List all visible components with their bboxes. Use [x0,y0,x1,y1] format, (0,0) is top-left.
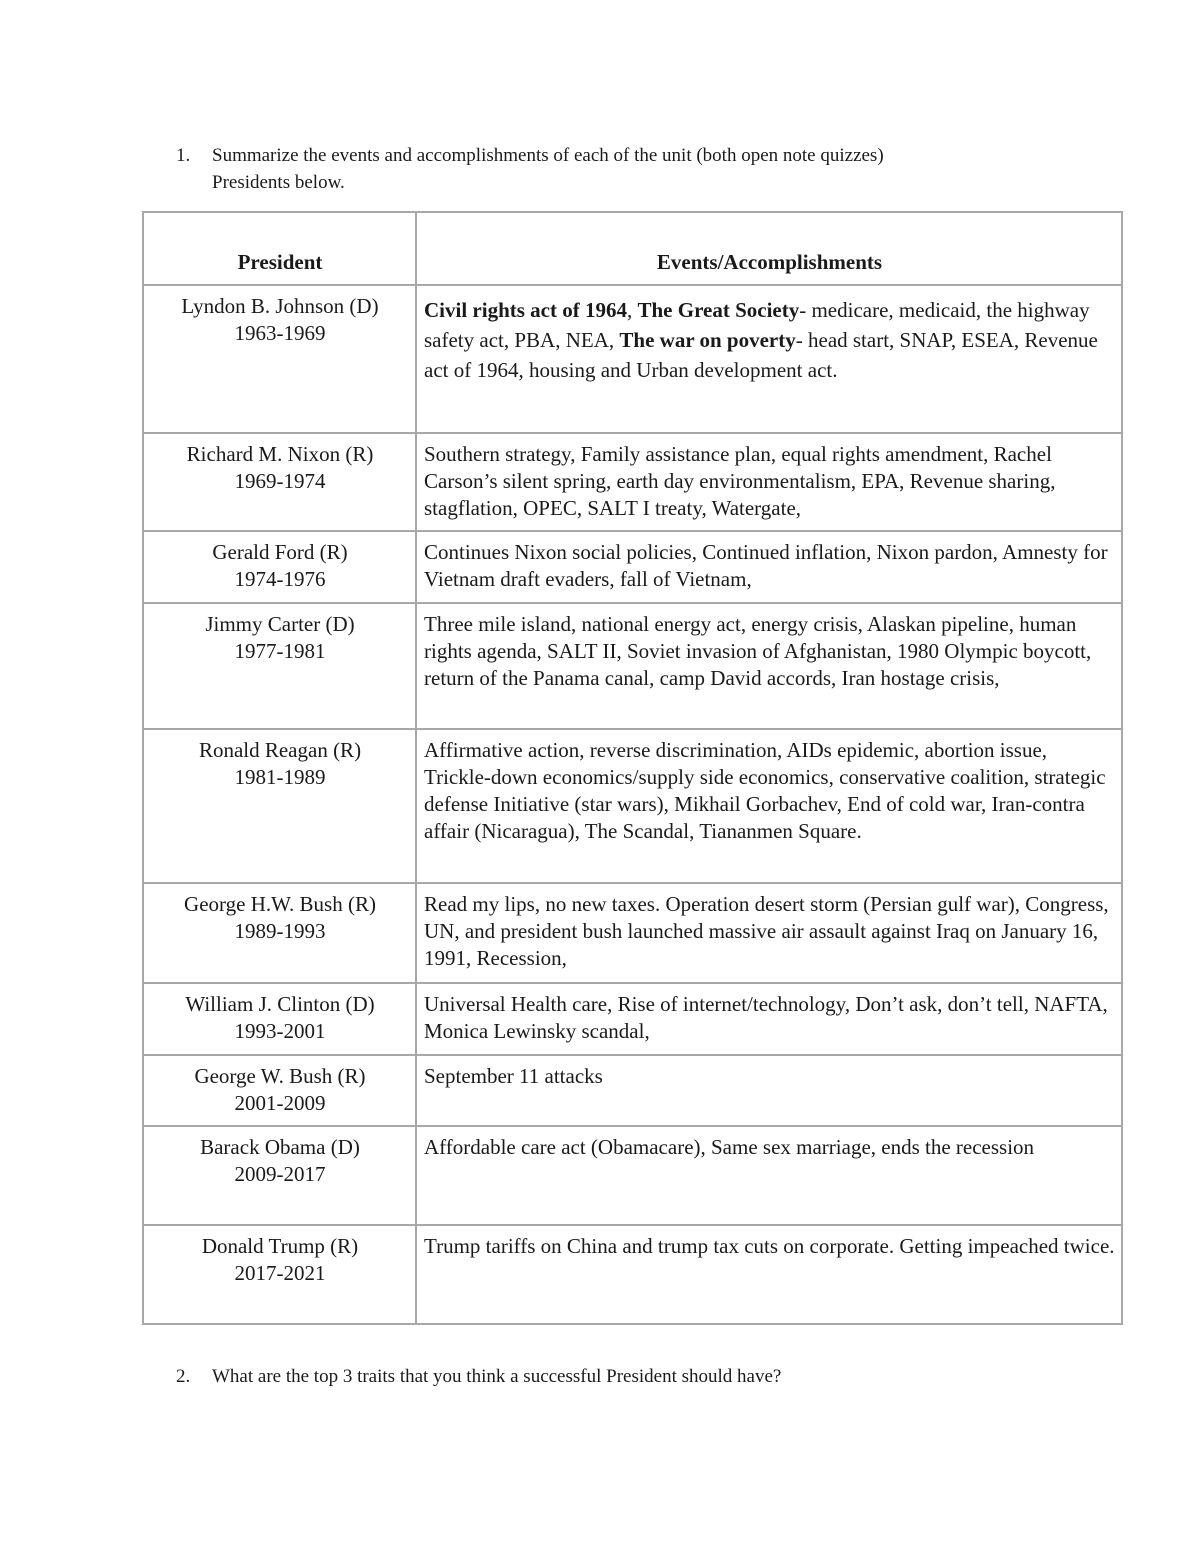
events-cell: Southern strategy, Family assistance plan, equal rights amendment, Rachel Carson’s silent spring, earth day environmentalism, EPA, Revenue sharing, stagflation, OPEC, SALT I treaty, Watergate, [416,433,1122,531]
president-cell [143,433,416,531]
question-text: What are the top 3 traits that you think a successful President should have? [212,1366,782,1387]
table-row [143,1126,1122,1225]
president-cell [143,729,416,883]
table-row [143,983,1122,1055]
president-name: Barack Obama (D) [200,1135,360,1159]
events-cell: Universal Health care, Rise of internet/technology, Don’t ask, don’t tell, NAFTA, Monica Lewinsky scandal, [416,983,1122,1055]
question-text-line-1: Summarize the events and accomplishments of each of the unit (both open note quizzes) [212,145,884,166]
question-number: 2. [176,1366,191,1387]
presidents-table [142,211,1123,1325]
events-cell: Continues Nixon social policies, Continued inflation, Nixon pardon, Amnesty for Vietnam draft evaders, fall of Vietnam, [416,531,1122,603]
question-number: 1. [176,145,191,166]
president-cell [143,1225,416,1324]
president-years: 1974-1976 [234,567,326,591]
president-years: 1981-1989 [234,765,326,789]
events-bold-text: The war on poverty [619,328,796,352]
president-cell [143,603,416,729]
president-years: 1977-1981 [234,639,326,663]
header-events: Events/Accomplishments [416,212,1122,285]
president-name: Richard M. Nixon (R) [186,442,374,466]
events-bold-text: Civil rights act of 1964 [424,298,627,322]
president-cell [143,285,416,433]
president-name: Gerald Ford (R) [212,540,348,564]
president-cell [143,531,416,603]
president-years: 2017-2021 [234,1261,326,1285]
table-row [143,285,1122,433]
president-cell [143,1126,416,1225]
president-years: 1993-2001 [234,1019,326,1043]
table-row [143,1225,1122,1324]
table-header-row [143,212,1122,285]
president-cell [143,983,416,1055]
president-years: 1963-1969 [234,321,326,345]
events-bold-text: The Great Society [637,298,800,322]
president-name: Jimmy Carter (D) [205,612,355,636]
events-cell: Affirmative action, reverse discrimination, AIDs epidemic, abortion issue, Trickle-down economics/supply side economics, conservative coalition, strategic defense Initiative (star wars), Mikhail Gorbachev, End of cold war, Iran-contra affair (Nicaragua), The Scandal, Tiananmen Square. [416,729,1122,883]
president-name: Donald Trump (R) [201,1234,359,1258]
president-cell [143,1055,416,1126]
president-name: George W. Bush (R) [194,1064,366,1088]
president-name: Ronald Reagan (R) [198,738,362,762]
header-president: President [143,212,416,285]
president-years: 2009-2017 [234,1162,326,1186]
events-text: - medicare, medicaid, the highway safety act, PBA, NEA, [424,298,1090,352]
events-cell: Read my lips, no new taxes. Operation desert storm (Persian gulf war), Congress, UN, and president bush launched massive air assault against Iraq on January 16, 1991, Recession, [416,883,1122,983]
events-cell: September 11 attacks [416,1055,1122,1126]
events-cell [416,285,1122,433]
president-cell [143,883,416,983]
table-row [143,603,1122,729]
president-years: 1989-1993 [234,919,326,943]
events-cell: Affordable care act (Obamacare), Same sex marriage, ends the recession [416,1126,1122,1225]
events-text: , [626,298,638,322]
events-cell: Three mile island, national energy act, energy crisis, Alaskan pipeline, human rights agenda, SALT II, Soviet invasion of Afghanistan, 1980 Olympic boycott, return of the Panama canal, camp David accords, Iran hostage crisis, [416,603,1122,729]
table-row [143,729,1122,883]
president-years: 1969-1974 [234,469,326,493]
events-cell: Trump tariffs on China and trump tax cuts on corporate. Getting impeached twice. [416,1225,1122,1324]
president-name: Lyndon B. Johnson (D) [181,294,379,318]
question-text-line-2: Presidents below. [212,172,345,193]
table-row [143,1055,1122,1126]
events-text: - head start, SNAP, ESEA, Revenue act of 1964, housing and Urban development act. [424,328,1098,382]
president-years: 2001-2009 [234,1091,326,1115]
table-row [143,531,1122,603]
president-name: George H.W. Bush (R) [184,892,376,916]
table-row [143,433,1122,531]
table-row [143,883,1122,983]
president-name: William J. Clinton (D) [185,992,375,1016]
